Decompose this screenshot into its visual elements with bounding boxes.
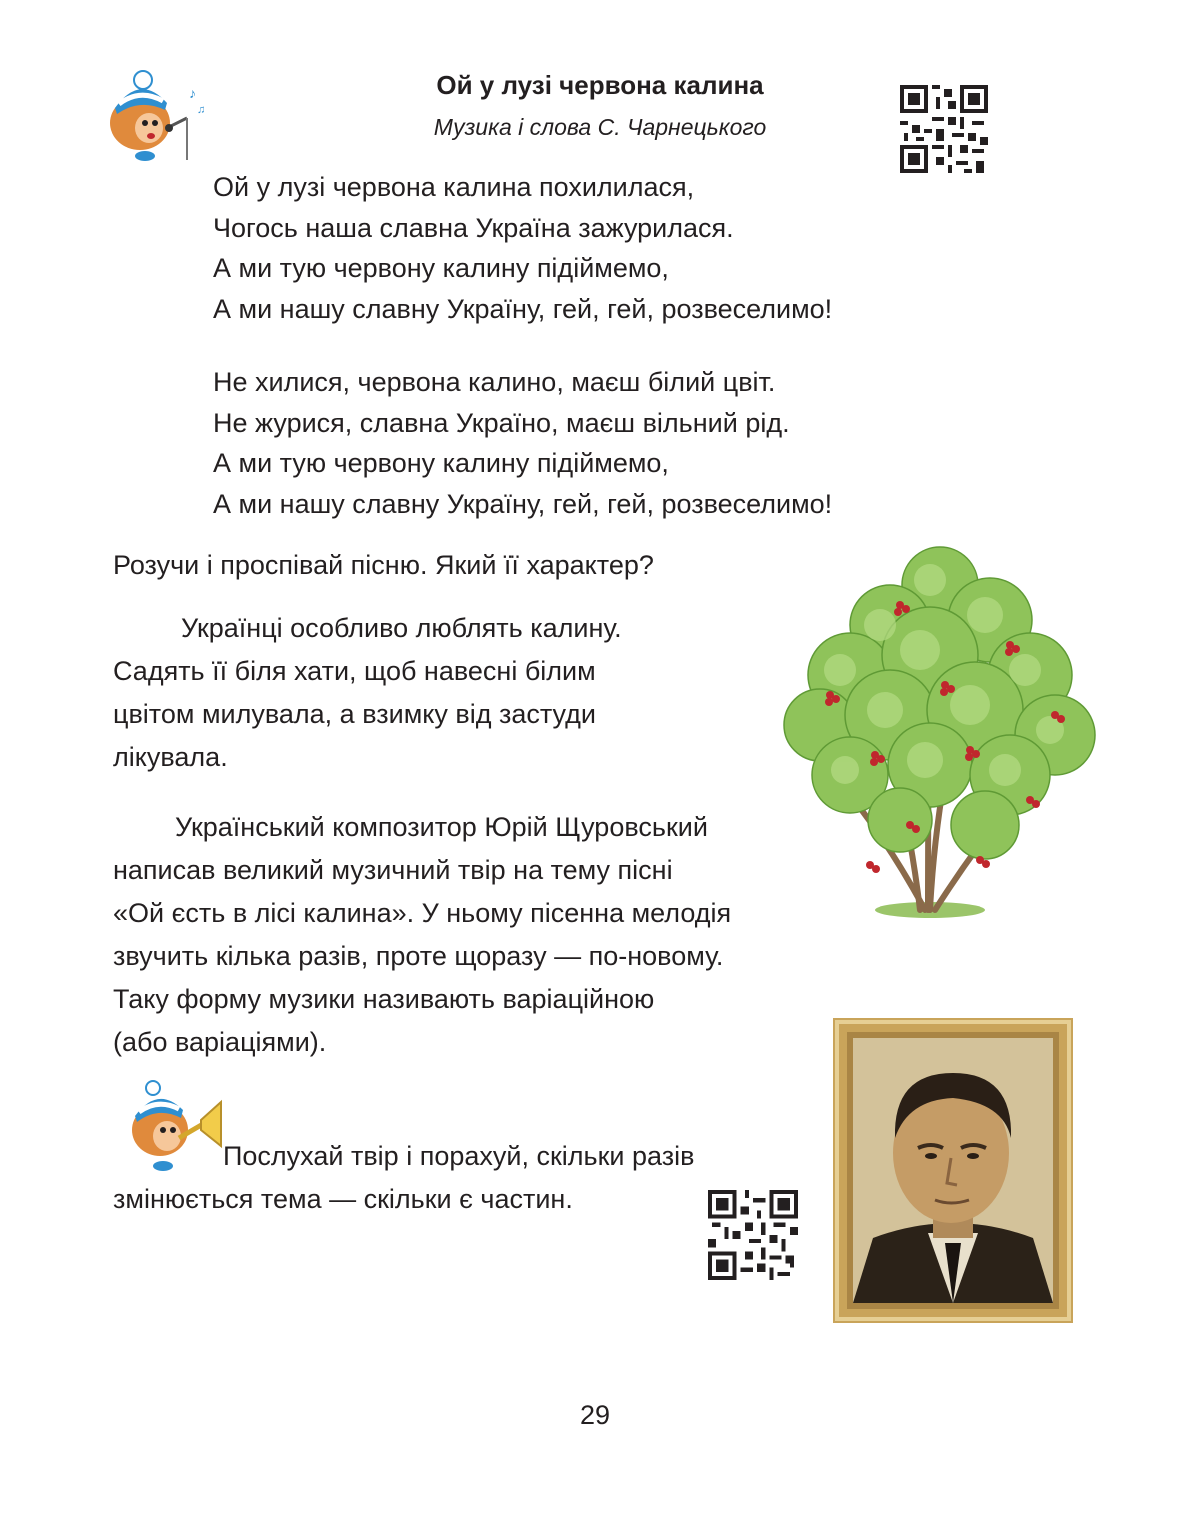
paragraph-line: написав великий музичний твір на тему пісні <box>113 855 673 885</box>
task-line: змінюється тема — скільки є частин. <box>113 1184 573 1214</box>
paragraph-line: Український композитор Юрій Щуровський <box>175 812 708 842</box>
paragraph-line: Таку форму музики називають варіаційною <box>113 984 655 1014</box>
paragraph-line: цвітом милувала, а взимку від застуди <box>113 699 596 729</box>
verse-line: А ми тую червону калину підіймемо, <box>213 253 669 283</box>
qr-code-icon[interactable] <box>900 85 988 173</box>
verse-line: А ми нашу славну Україну, гей, гей, розвеселимо! <box>213 293 833 324</box>
task-line: Послухай твір і порахуй, скільки разів <box>223 1141 695 1171</box>
paragraph-line: «Ой єсть в лісі калина». У ньому пісенна мелодія <box>113 898 732 928</box>
singing-child-icon <box>105 68 210 163</box>
qr-code-icon[interactable] <box>708 1190 798 1280</box>
song-subtitle: Музика і слова С. Чарнецького <box>433 114 767 140</box>
song-title: Ой у лузі червона калина <box>436 70 764 100</box>
verse-line: Чогось наша славна Україна зажурилася. <box>213 212 734 243</box>
svg-text:♪: ♪ <box>189 85 196 101</box>
paragraph-line: Українці особливо люблять калину. <box>181 613 622 643</box>
paragraph-line: звучить кілька разів, проте щоразу — по-новому. <box>113 941 724 971</box>
svg-text:♫: ♫ <box>197 104 206 116</box>
verse-line: Не хилися, червона калино, маєш білий цвіт. <box>213 367 776 397</box>
paragraph-line: Садять її біля хати, щоб навесні білим <box>113 656 596 686</box>
verse-2 <box>213 362 832 524</box>
task-listen <box>113 1135 694 1221</box>
paragraph-viburnum <box>113 607 622 779</box>
viburnum-bush-illustration <box>780 525 1105 920</box>
paragraph-line: лікувала. <box>113 742 228 772</box>
verse-line: Не журися, славна Україно, маєш вільний рід. <box>213 407 790 438</box>
paragraph-composer <box>113 806 731 1064</box>
page-number: 29 <box>579 1400 611 1430</box>
paragraph-line: (або варіаціями). <box>113 1027 327 1057</box>
verse-line: Ой у лузі червона калина похилилася, <box>213 172 695 202</box>
task-sing: Розучи і проспівай пісню. Який її характер? <box>113 550 654 580</box>
verse-line: А ми нашу славну Україну, гей, гей, розвеселимо! <box>213 488 833 519</box>
composer-portrait <box>833 1018 1073 1323</box>
verse-1 <box>213 167 832 329</box>
verse-line: А ми тую червону калину підіймемо, <box>213 448 669 478</box>
